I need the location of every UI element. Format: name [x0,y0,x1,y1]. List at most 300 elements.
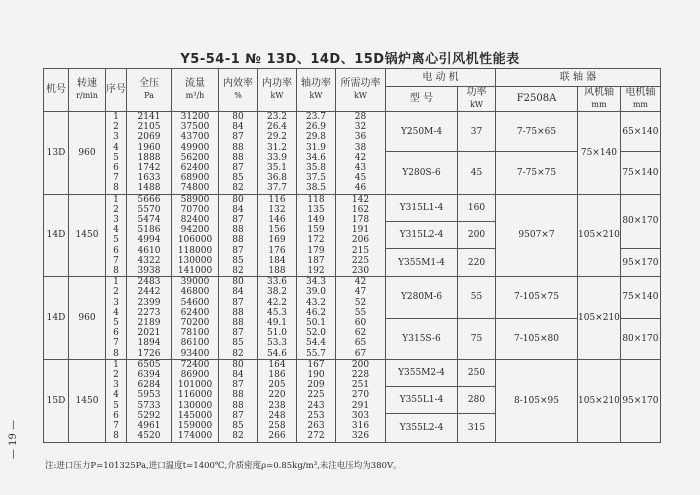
value-cell: 37.7 [266,183,288,194]
value-cell: 37.5 [305,173,327,184]
header-motor-model: 型 号 [386,87,458,112]
value-cell: 51.0 [266,328,288,339]
machine-no: 15D [44,359,69,442]
value-cell: 7 [113,421,119,432]
value-cell: 4 [113,142,119,153]
motor-model: Y355L2-4 [386,414,458,442]
motor-shaft: 95×170 [620,359,660,442]
value-cell: 116000 [177,390,213,401]
required-power-list [336,112,386,195]
value-cell: 54.6 [266,348,288,359]
value-cell: 36 [354,132,367,143]
value-cell: 225 [351,255,370,266]
machine-no: 14D [44,277,69,360]
value-cell: 36.8 [266,173,288,184]
motor-shaft: 65×140 [620,112,660,152]
shaft-power-list [297,359,336,442]
value-cell: 85 [232,338,244,349]
value-cell: 7 [113,338,119,349]
header-motor-power: 功率 kW [458,87,496,112]
value-cell: 70200 [180,318,210,329]
pressure-list [127,112,172,195]
motor-shaft: 80×170 [620,194,660,248]
value-cell: 34.3 [305,277,327,288]
value-cell: 49900 [180,142,210,153]
shaft-power-list [297,112,336,195]
value-cell: 251 [351,380,370,391]
value-cell: 3 [113,215,119,226]
value-cell: 42 [354,152,367,163]
value-cell: 142 [351,194,370,205]
machine-no: 14D [44,194,69,277]
value-cell: 118000 [177,245,213,256]
value-cell: 70700 [180,204,210,215]
value-cell: 33.6 [266,277,288,288]
value-cell: 29.2 [266,132,288,143]
value-cell: 178 [351,215,370,226]
value-cell: 5570 [137,204,161,215]
value-cell: 26.9 [305,122,327,133]
motor-model: Y250M-4 [386,112,458,152]
value-cell: 94200 [180,225,210,236]
value-cell: 43 [354,163,367,174]
value-cell: 46800 [180,287,210,298]
value-cell: 72400 [180,359,210,370]
value-cell: 86900 [180,370,210,381]
value-cell: 45.3 [266,307,288,318]
value-cell: 2 [113,287,119,298]
shaft-power-list [297,277,336,360]
motor-model: Y315L1-4 [386,194,458,221]
value-cell: 1633 [137,173,161,184]
motor-model: Y315S-6 [386,318,458,359]
value-cell: 62400 [180,307,210,318]
value-cell: 4961 [137,421,161,432]
motor-shaft: 95×170 [620,249,660,277]
value-cell: 2069 [137,132,161,143]
value-cell: 209 [307,380,325,391]
value-cell: 88 [232,142,244,153]
value-cell: 159 [307,225,325,236]
value-cell: 55 [354,307,367,318]
value-cell: 6505 [137,359,161,370]
value-cell: 80 [232,359,244,370]
flow-list [172,277,219,360]
value-cell: 29.8 [305,132,327,143]
value-cell: 238 [268,400,286,411]
value-cell: 88 [232,318,244,329]
value-cell: 53.3 [266,338,288,349]
value-cell: 28 [354,112,367,122]
value-cell: 116 [268,194,286,205]
group-14d-1450-row-a [44,194,661,221]
motor-model: Y280S-6 [386,152,458,194]
pressure-list [127,277,172,360]
value-cell: 88 [232,235,244,246]
value-cell: 23.7 [305,112,327,122]
value-cell: 4322 [137,255,161,266]
value-cell: 39.0 [305,287,327,298]
value-cell: 225 [307,390,325,401]
value-cell: 31200 [180,112,210,122]
value-cell: 291 [351,400,370,411]
value-cell: 38.2 [266,287,288,298]
efficiency-list [219,194,258,277]
value-cell: 1 [113,359,119,370]
value-cell: 174000 [177,431,213,442]
required-power-list [336,277,386,360]
motor-power: 75 [458,318,496,359]
fan-shaft: 105×210 [578,194,621,277]
motor-model: Y355M2-4 [386,359,458,386]
value-cell: 8 [113,431,119,442]
value-cell: 4 [113,390,119,401]
value-cell: 169 [268,235,286,246]
value-cell: 80 [232,194,244,205]
value-cell: 42 [354,277,367,288]
speed: 1450 [69,194,106,277]
value-cell: 33.9 [266,152,288,163]
value-cell: 248 [268,410,286,421]
value-cell: 88 [232,400,244,411]
value-cell: 316 [351,421,370,432]
value-cell: 5733 [137,400,161,411]
seq-list [106,194,127,277]
value-cell: 6394 [137,370,161,381]
value-cell: 2399 [137,297,161,308]
value-cell: 84 [232,204,244,215]
value-cell: 88 [232,307,244,318]
header-flow: 流量 m³/h [172,69,219,112]
coupling-f2508a: 7-75×65 [496,112,578,152]
value-cell: 43700 [180,132,210,143]
value-cell: 3 [113,297,119,308]
value-cell: 167 [307,359,325,370]
value-cell: 187 [307,255,325,266]
value-cell: 188 [268,266,286,277]
header-efficiency: 内效率 % [219,69,258,112]
value-cell: 172 [307,235,325,246]
flow-list [172,194,219,277]
header-f2508a: F2508A [496,87,578,112]
flow-list [172,112,219,195]
motor-power: 45 [458,152,496,194]
value-cell: 4 [113,225,119,236]
value-cell: 270 [351,390,370,401]
header-model-no: 机号 [44,69,69,112]
value-cell: 68900 [180,173,210,184]
motor-shaft: 80×170 [620,318,660,359]
value-cell: 31.2 [266,142,288,153]
value-cell: 6 [113,328,119,339]
value-cell: 87 [232,245,244,256]
machine-no: 13D [44,112,69,195]
value-cell: 132 [268,204,286,215]
value-cell: 146 [268,215,286,226]
value-cell: 3 [113,132,119,143]
internal-power-list [258,194,297,277]
value-cell: 326 [351,431,370,442]
value-cell: 54600 [180,297,210,308]
value-cell: 206 [351,235,370,246]
coupling-f2508a: 8-105×95 [496,359,578,442]
shaft-power-list [297,194,336,277]
speed: 960 [69,112,106,195]
value-cell: 88 [232,225,244,236]
value-cell: 37500 [180,122,210,133]
value-cell: 230 [351,266,370,277]
value-cell: 3938 [137,266,161,277]
value-cell: 159000 [177,421,213,432]
value-cell: 179 [307,245,325,256]
value-cell: 191 [351,225,370,236]
motor-shaft: 75×140 [620,152,660,194]
value-cell: 39000 [180,277,210,288]
value-cell: 78100 [180,328,210,339]
efficiency-list [219,112,258,195]
seq-list [106,112,127,195]
motor-power: 200 [458,221,496,248]
value-cell: 215 [351,245,370,256]
value-cell: 82 [232,431,244,442]
value-cell: 60 [354,318,367,329]
page-number: — 19 — [8,420,19,460]
motor-model: Y355M1-4 [386,249,458,277]
header-pressure: 全压 Pa [127,69,172,112]
value-cell: 87 [232,163,244,174]
value-cell: 31.9 [305,142,327,153]
value-cell: 5 [113,400,119,411]
value-cell: 2 [113,204,119,215]
value-cell: 34.6 [305,152,327,163]
value-cell: 50.1 [305,318,327,329]
value-cell: 42.2 [266,297,288,308]
fan-shaft: 75×140 [578,112,621,195]
value-cell: 176 [268,245,286,256]
value-cell: 190 [307,370,325,381]
fan-shaft: 105×210 [578,359,621,442]
footnote: 注:进口压力P=101325Pa,进口温度t=1400℃,介质密度ρ=0.85kg/m³,未注电压均为380V。 [45,461,402,471]
value-cell: 87 [232,297,244,308]
value-cell: 84 [232,370,244,381]
value-cell: 164 [268,359,286,370]
value-cell: 141000 [177,266,213,277]
motor-model: Y315L2-4 [386,221,458,248]
pressure-list [127,359,172,442]
fan-shaft: 105×210 [578,277,621,360]
coupling-f2508a: 9507×7 [496,194,578,277]
value-cell: 3 [113,380,119,391]
value-cell: 135 [307,204,325,215]
header-required-power: 所需功率 kW [336,69,386,112]
value-cell: 93400 [180,348,210,359]
pressure-list [127,194,172,277]
header-fan-shaft: 风机轴 mm [578,87,621,112]
value-cell: 35.8 [305,163,327,174]
required-power-list [336,359,386,442]
value-cell: 5953 [137,390,161,401]
value-cell: 243 [307,400,325,411]
motor-power: 315 [458,414,496,442]
required-power-list [336,194,386,277]
value-cell: 1 [113,112,119,122]
value-cell: 2021 [137,328,161,339]
seq-list [106,277,127,360]
value-cell: 7 [113,173,119,184]
value-cell: 5474 [137,215,161,226]
page-title: Y5-54-1 № 13D、14D、15D锅炉离心引风机性能表 [180,52,520,67]
value-cell: 2273 [137,307,161,318]
value-cell: 5666 [137,194,161,205]
value-cell: 88 [232,152,244,163]
value-cell: 58900 [180,194,210,205]
value-cell: 87 [232,410,244,421]
coupling-f2508a: 7-105×80 [496,318,578,359]
group-14d-960-row-a [44,277,661,318]
value-cell: 87 [232,132,244,143]
value-cell: 84 [232,287,244,298]
coupling-f2508a: 7-105×75 [496,277,578,318]
value-cell: 101000 [177,380,213,391]
motor-power: 55 [458,277,496,318]
coupling-f2508a: 7-75×75 [496,152,578,194]
value-cell: 6 [113,163,119,174]
value-cell: 54.4 [305,338,327,349]
value-cell: 8 [113,348,119,359]
value-cell: 6 [113,245,119,256]
header-shaft-power: 轴功率 kW [297,69,336,112]
value-cell: 26.4 [266,122,288,133]
value-cell: 45 [354,173,367,184]
value-cell: 2 [113,370,119,381]
value-cell: 228 [351,370,370,381]
value-cell: 80 [232,112,244,122]
value-cell: 1960 [137,142,161,153]
value-cell: 52 [354,297,367,308]
value-cell: 6284 [137,380,161,391]
value-cell: 5 [113,152,119,163]
header-row-1 [44,69,661,87]
value-cell: 303 [351,410,370,421]
value-cell: 23.2 [266,112,288,122]
value-cell: 49.1 [266,318,288,329]
motor-model: Y280M-6 [386,277,458,318]
value-cell: 87 [232,328,244,339]
value-cell: 5 [113,318,119,329]
motor-power: 280 [458,387,496,414]
value-cell: 1488 [137,183,161,194]
value-cell: 266 [268,431,286,442]
value-cell: 1888 [137,152,161,163]
value-cell: 62400 [180,163,210,174]
value-cell: 1742 [137,163,161,174]
header-coupling: 联 轴 器 [496,69,661,87]
internal-power-list [258,277,297,360]
value-cell: 65 [354,338,367,349]
value-cell: 7 [113,255,119,266]
value-cell: 8 [113,183,119,194]
motor-power: 160 [458,194,496,221]
value-cell: 130000 [177,400,213,411]
value-cell: 118 [307,194,325,205]
value-cell: 84 [232,122,244,133]
speed: 1450 [69,359,106,442]
value-cell: 2105 [137,122,161,133]
value-cell: 253 [307,410,325,421]
value-cell: 2 [113,122,119,133]
value-cell: 5186 [137,225,161,236]
value-cell: 156 [268,225,286,236]
value-cell: 2189 [137,318,161,329]
value-cell: 32 [354,122,367,133]
motor-power: 37 [458,112,496,152]
value-cell: 205 [268,380,286,391]
group-15d-1450-row-a [44,359,661,386]
motor-shaft: 75×140 [620,277,660,318]
value-cell: 8 [113,266,119,277]
value-cell: 5292 [137,410,161,421]
efficiency-list [219,359,258,442]
value-cell: 258 [268,421,286,432]
value-cell: 74800 [180,183,210,194]
value-cell: 2442 [137,287,161,298]
value-cell: 56200 [180,152,210,163]
value-cell: 1 [113,194,119,205]
value-cell: 43.2 [305,297,327,308]
value-cell: 46 [354,183,367,194]
value-cell: 106000 [177,235,213,246]
value-cell: 52.0 [305,328,327,339]
value-cell: 272 [307,431,325,442]
speed: 960 [69,277,106,360]
value-cell: 82 [232,266,244,277]
internal-power-list [258,112,297,195]
value-cell: 55.7 [305,348,327,359]
value-cell: 162 [351,204,370,215]
value-cell: 1894 [137,338,161,349]
internal-power-list [258,359,297,442]
motor-power: 220 [458,249,496,277]
value-cell: 145000 [177,410,213,421]
value-cell: 200 [351,359,370,370]
value-cell: 4610 [137,245,161,256]
header-internal-power: 内功率 kW [258,69,297,112]
value-cell: 130000 [177,255,213,266]
value-cell: 6 [113,410,119,421]
value-cell: 87 [232,380,244,391]
header-motor: 电 动 机 [386,69,496,87]
motor-model: Y355L1-4 [386,387,458,414]
value-cell: 1726 [137,348,161,359]
seq-list [106,359,127,442]
value-cell: 85 [232,421,244,432]
value-cell: 88 [232,390,244,401]
fan-performance-table [43,68,661,443]
value-cell: 82 [232,348,244,359]
value-cell: 47 [354,287,367,298]
value-cell: 5 [113,235,119,246]
value-cell: 2483 [137,277,161,288]
value-cell: 38.5 [305,183,327,194]
value-cell: 86100 [180,338,210,349]
flow-list [172,359,219,442]
value-cell: 149 [307,215,325,226]
value-cell: 67 [354,348,367,359]
value-cell: 38 [354,142,367,153]
header-motor-shaft: 电机轴 mm [620,87,660,112]
header-speed: 转速 r/min [69,69,106,112]
value-cell: 35.1 [266,163,288,174]
